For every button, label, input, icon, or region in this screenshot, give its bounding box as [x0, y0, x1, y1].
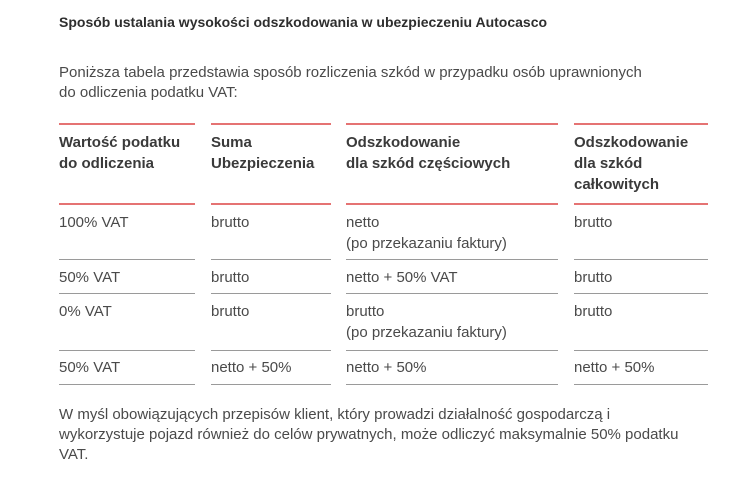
row-rule: [574, 384, 708, 385]
cell-text: brutto: [211, 303, 250, 320]
table-cell: [59, 357, 195, 378]
table-cell: [211, 357, 331, 378]
header-rule: [211, 203, 331, 205]
row-rule: [346, 259, 558, 260]
cell-text: brutto: [211, 214, 250, 231]
table-top-rule: [211, 123, 331, 125]
row-rule: [211, 259, 331, 260]
intro-text: Poniższa tabela przedstawia sposób rozliczenia szkód w przypadku osób uprawnionych do odliczenia podatku VAT:: [59, 64, 642, 101]
table-cell: [574, 267, 708, 288]
cell-text: brutto: [574, 269, 613, 286]
table-top-rule: [574, 123, 708, 125]
table-cell: [211, 267, 331, 288]
row-rule: [574, 350, 708, 351]
cell-text: 50% VAT: [59, 269, 121, 286]
header-line: Suma: [211, 134, 252, 151]
cell-text: (po przekazaniu faktury): [346, 235, 507, 252]
row-rule: [59, 384, 195, 385]
table-cell: [574, 301, 708, 322]
header-vat-deduction: [59, 132, 195, 174]
header-line: Odszkodowanie: [574, 134, 689, 151]
row-rule: [574, 259, 708, 260]
row-rule: [211, 350, 331, 351]
cell-text: brutto: [574, 303, 613, 320]
row-rule: [574, 293, 708, 294]
table-cell: [211, 301, 331, 322]
table-cell: [59, 267, 195, 288]
cell-text: (po przekazaniu faktury): [346, 324, 507, 341]
header-line: Ubezpieczenia: [211, 155, 315, 172]
row-rule: [211, 293, 331, 294]
header-line: całkowitych: [574, 176, 660, 193]
footnote-text: W myśl obowiązujących przepisów klient, który prowadzi działalność gospodarczą i wykorzystuje pojazd również do celów prywatnych, może odliczyć maksymalnie 50% podatku VAT.: [59, 406, 679, 463]
cell-text: brutto: [574, 214, 613, 231]
header-line: dla szkód częściowych: [346, 155, 511, 172]
table-cell: [346, 212, 558, 254]
row-rule: [346, 384, 558, 385]
table-cell: [346, 357, 558, 378]
table-cell: [574, 212, 708, 233]
header-line: dla szkód: [574, 155, 643, 172]
row-rule: [59, 350, 195, 351]
cell-text: netto + 50%: [346, 359, 427, 376]
cell-text: 0% VAT: [59, 303, 112, 320]
cell-text: 50% VAT: [59, 359, 121, 376]
cell-text: brutto: [346, 303, 385, 320]
table-top-rule: [346, 123, 558, 125]
header-line: Odszkodowanie: [346, 134, 461, 151]
row-rule: [59, 259, 195, 260]
header-partial-damage: [346, 132, 558, 174]
cell-text: 100% VAT: [59, 214, 129, 231]
row-rule: [346, 350, 558, 351]
cell-text: brutto: [211, 269, 250, 286]
header-rule: [59, 203, 195, 205]
header-sum-insured: [211, 132, 331, 174]
header-rule: [346, 203, 558, 205]
table-cell: [59, 301, 195, 322]
table-cell: [574, 357, 708, 378]
row-rule: [211, 384, 331, 385]
page-title: Sposób ustalania wysokości odszkodowania w ubezpieczeniu Autocasco: [59, 14, 548, 30]
cell-text: netto + 50%: [211, 359, 292, 376]
table-cell: [211, 212, 331, 233]
header-total-damage: [574, 132, 708, 195]
row-rule: [59, 293, 195, 294]
header-line: do odliczenia: [59, 155, 155, 172]
table-cell: [346, 267, 558, 288]
cell-text: netto: [346, 214, 380, 231]
table-cell: [346, 301, 558, 343]
cell-text: netto + 50% VAT: [346, 269, 458, 286]
table-cell: [59, 212, 195, 233]
row-rule: [346, 293, 558, 294]
header-rule: [574, 203, 708, 205]
header-line: Wartość podatku: [59, 134, 181, 151]
cell-text: netto + 50%: [574, 359, 655, 376]
table-top-rule: [59, 123, 195, 125]
